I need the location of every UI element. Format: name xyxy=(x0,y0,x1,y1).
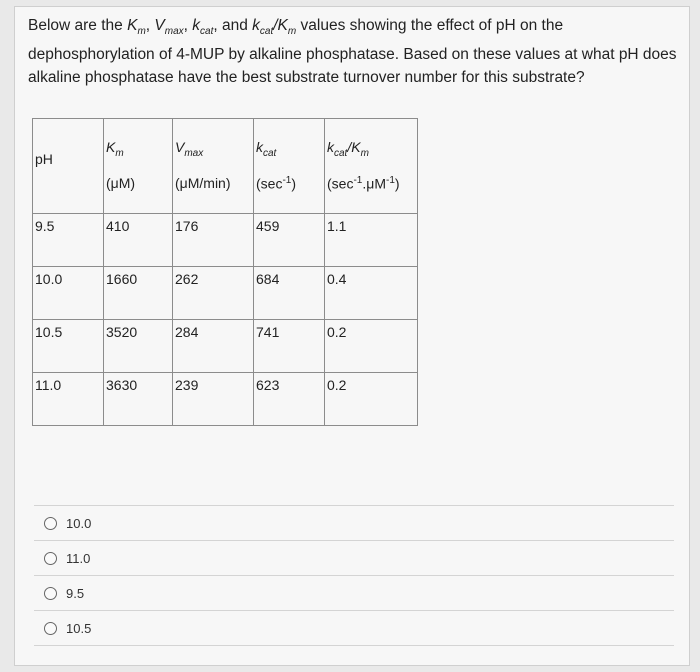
cell-kcat: 684 xyxy=(254,267,325,320)
header-vmax: $V_{max}$ (μM/min) xyxy=(173,119,254,214)
header-km: $K_m$ (μM) xyxy=(104,119,173,214)
cell-vmax: 262 xyxy=(173,267,254,320)
cell-vmax: 176 xyxy=(173,214,254,267)
answer-options xyxy=(34,505,674,646)
table-row xyxy=(33,214,418,267)
table-row xyxy=(33,267,418,320)
radio-button[interactable] xyxy=(44,587,57,600)
cell-kcat: 741 xyxy=(254,320,325,373)
radio-button[interactable] xyxy=(44,552,57,565)
cell-ph: 11.0 xyxy=(33,373,104,426)
cell-vmax: 239 xyxy=(173,373,254,426)
option-label[interactable]: 10.5 xyxy=(66,620,92,636)
header-kcat: $k_{cat}$ $(\sec^{-1})$ xyxy=(254,119,325,214)
header-kcat-km: $k_{cat}/K_m$ $(\sec^{-1}.\mu M^{-1})$ xyxy=(325,119,418,214)
cell-km: 410 xyxy=(104,214,173,267)
answer-option[interactable] xyxy=(34,540,674,575)
cell-ph: 10.5 xyxy=(33,320,104,373)
cell-kcat-km: 0.2 xyxy=(325,320,418,373)
header-ph: pH xyxy=(33,119,104,214)
option-label[interactable]: 9.5 xyxy=(66,585,85,601)
radio-button[interactable] xyxy=(44,622,57,635)
table-header-row xyxy=(33,119,418,214)
option-label[interactable]: 10.0 xyxy=(66,515,92,531)
cell-kcat-km: 1.1 xyxy=(325,214,418,267)
cell-ph: 9.5 xyxy=(33,214,104,267)
kinetics-table xyxy=(32,118,418,426)
cell-kcat-km: 0.4 xyxy=(325,267,418,320)
cell-ph: 10.0 xyxy=(33,267,104,320)
table-row xyxy=(33,320,418,373)
cell-kcat: 623 xyxy=(254,373,325,426)
cell-km: 1660 xyxy=(104,267,173,320)
question-text: Below are the $K_m$, $V_{max}$, $k_{cat}$, and $k_{cat}/K_m$ values showing the effect of pH on the dephosphorylation of 4-MUP by alkaline phosphatase. Based on these values at what pH does alkaline phosphatase have the best substrate turnover number for this substrate? xyxy=(28,17,677,87)
answer-option[interactable] xyxy=(34,505,674,540)
cell-km: 3630 xyxy=(104,373,173,426)
cell-vmax: 284 xyxy=(173,320,254,373)
option-label[interactable]: 11.0 xyxy=(66,550,91,566)
answer-option[interactable] xyxy=(34,575,674,610)
cell-kcat-km: 0.2 xyxy=(325,373,418,426)
table-row xyxy=(33,373,418,426)
radio-button[interactable] xyxy=(44,517,57,530)
cell-km: 3520 xyxy=(104,320,173,373)
answer-option[interactable] xyxy=(34,610,674,646)
cell-kcat: 459 xyxy=(254,214,325,267)
